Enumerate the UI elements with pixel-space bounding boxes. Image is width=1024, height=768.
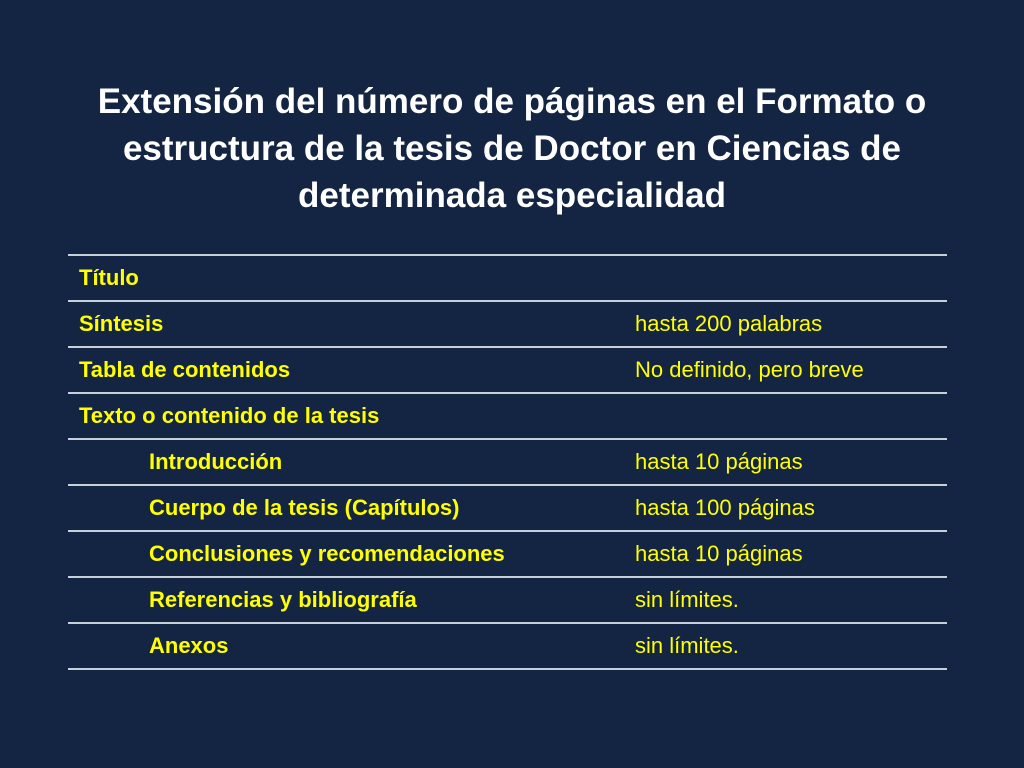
row-label: Texto o contenido de la tesis — [79, 403, 380, 428]
row-label: Síntesis — [79, 311, 164, 336]
row-value: hasta 10 páginas — [635, 541, 803, 566]
row-label: Título — [79, 265, 139, 290]
table-row-anexos — [68, 624, 947, 670]
title-line-3: determinada especialidad — [298, 176, 726, 215]
table-row-texto-contenido — [68, 394, 947, 440]
table-row-conclusiones — [68, 532, 947, 578]
row-label: Conclusiones y recomendaciones — [149, 541, 505, 566]
table-row-introduccion — [68, 440, 947, 486]
row-label: Tabla de contenidos — [79, 357, 291, 382]
table-row-sintesis — [68, 302, 947, 348]
row-label: Introducción — [149, 449, 283, 474]
slide-title — [20, 78, 1004, 219]
table-row-titulo — [68, 256, 947, 302]
table-row-referencias — [68, 578, 947, 624]
row-label: Cuerpo de la tesis (Capítulos) — [149, 495, 460, 520]
title-line-1: Extensión del número de páginas en el Formato o — [97, 82, 927, 121]
row-value: No definido, pero breve — [635, 357, 864, 382]
table-row-tabla-de-contenidos — [68, 348, 947, 394]
row-label: Referencias y bibliografía — [149, 587, 417, 612]
thesis-structure-table — [68, 254, 947, 670]
row-value: hasta 100 páginas — [635, 495, 815, 520]
title-line-2: estructura de la tesis de Doctor en Ciencias de — [122, 129, 902, 168]
row-value: hasta 200 palabras — [635, 311, 823, 336]
row-value: sin límites. — [635, 633, 739, 658]
row-value: hasta 10 páginas — [635, 449, 803, 474]
row-value: sin límites. — [635, 587, 739, 612]
row-label: Anexos — [149, 633, 229, 658]
table-row-cuerpo — [68, 486, 947, 532]
